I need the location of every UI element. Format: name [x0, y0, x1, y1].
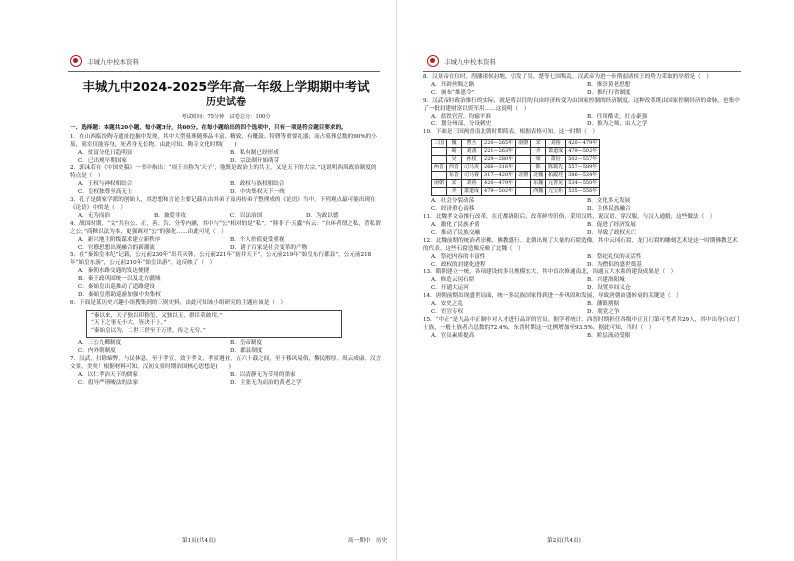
question-stem: 6．下面是某历史兴趣小组搜集到的三则史料，由此可知该小组研究的主题应该是（ ） — [70, 299, 287, 306]
table-cell: 拓跋珪 — [546, 172, 566, 180]
answer-options — [70, 268, 382, 300]
table-cell: 东晋 — [447, 172, 462, 180]
table-cell — [516, 148, 531, 156]
question-stem: 15．“中正”是九品中正制中对人才进行品评的官员。据学者统计，西晋时期担任各级中正且门第可考者共29人，其中出身白衣门士族，一般士族者占总数的72.4%，东晋时期这一比例增加至93.5%。据此可知，当时（ ） — [423, 316, 740, 331]
page-number: 第2页(共4页) — [547, 538, 581, 544]
question-stem: 10．下面是三国两晋南北朝时期简表，根据表格可知，这一时期（ ） — [423, 129, 598, 136]
table-row — [432, 148, 600, 156]
question-item — [70, 165, 382, 197]
answer-options — [70, 213, 382, 221]
page-2-content — [423, 74, 743, 341]
answer-option: C．官僚思想出现融合的新潮流 — [78, 244, 155, 251]
answer-option: D．主张无为而治的黄老之学 — [230, 379, 302, 386]
question-item — [423, 129, 743, 214]
table-cell: 220—265年 — [482, 140, 516, 148]
answer-option: D．诸子百家是社会变革的产物 — [230, 244, 308, 251]
quote-line: “秦始皇以为，二世三世至于万世，传之无穷。” — [91, 327, 206, 334]
page-header — [70, 54, 139, 68]
table-cell — [432, 156, 447, 164]
table-cell — [432, 172, 447, 180]
answer-option: C．已出现早期国家 — [78, 157, 128, 164]
page-tag: 高一期中 历史 — [348, 538, 388, 544]
answer-option: A．激化了民族矛盾 — [431, 221, 480, 228]
table-cell: 元宝炬 — [546, 188, 566, 196]
question-item — [423, 214, 743, 238]
answer-option: A．以仁孝治天下的儒家 — [78, 371, 138, 378]
table-cell: 魏 — [447, 140, 462, 148]
exam-page-2 — [397, 0, 794, 561]
table-cell: 三国 — [432, 140, 447, 148]
answer-option: C．宦官专权 — [431, 308, 464, 315]
answer-options — [423, 277, 743, 293]
table-cell: 北朝 — [516, 172, 531, 180]
question-item — [423, 317, 743, 341]
table-cell: 南朝 — [516, 140, 531, 148]
table-row — [432, 188, 600, 196]
answer-option: B．文化多元发展 — [587, 198, 631, 205]
answer-option: A．开辟丝绸之路 — [431, 81, 475, 88]
table-cell — [516, 164, 531, 172]
answer-option: B．政权与族权相结合 — [230, 181, 285, 188]
answer-option: B．促进了经济发展 — [587, 221, 636, 228]
table-cell: 535—556年 — [566, 188, 600, 196]
answer-options — [70, 237, 382, 253]
question-item — [70, 221, 382, 253]
table-cell: 宋 — [531, 140, 546, 148]
header-divider — [423, 71, 741, 72]
table-cell: 北魏 — [531, 172, 546, 180]
page-number: 第1页(共4页) — [182, 538, 216, 544]
table-cell: 萧道成 — [462, 188, 482, 196]
question-stem: 13．隋朝建立一统，各项建设较多且规模宏大，其中首次修通南北，沟通五大水系的建设成果是（ ） — [423, 269, 677, 276]
answer-option: B．推崇黄老思想 — [587, 81, 631, 88]
question-stem: 12．北魏前期的统治者崇佛，佛教盛行。北朝出现了大量的石窟造像。其中云冈石窟、龙门石窟的雕刻艺术是这一时期佛教艺术的代表。这些石窟造像反映了北魏（ ） — [423, 237, 738, 252]
answer-option: C．以法治国 — [230, 212, 263, 219]
table-cell: 梁 — [531, 156, 546, 164]
answer-option: D．为政以德 — [306, 212, 339, 219]
school-seal-icon — [70, 55, 82, 67]
answer-option: C．内外朝制度 — [78, 347, 116, 354]
question-stem: 1．在山西临汾陶寺遗址挖掘中发现，其中大型墓葬随葬品丰富、精致，有鼍鼓、特磬等重要礼器；而占墓葬总数的90%的小墓，墓室仅能容身，死者身无长物。由此可知，陶寺文化时期( ) — [70, 133, 377, 148]
table-cell: 479—502年 — [566, 148, 600, 156]
answer-option: D．中央集权天下一统 — [230, 189, 285, 196]
table-cell: 266—316年 — [482, 164, 516, 172]
table-cell: 陈霸先 — [546, 164, 566, 172]
table-row — [432, 180, 600, 188]
question-stem: 4．战国时期，“文”共有公、正、善、告、分等内涵，其中与“公”相对的是“私”，“韩非子·五蠹”有云：“自环者谓之私，背私谓之公。”商鞅以法为本，更强调对“公”的强化……由此可见（ ） — [70, 220, 381, 235]
table-cell: 齐 — [447, 188, 462, 196]
answer-option: A．秦朝水路交通的发达便捷 — [78, 268, 150, 275]
table-cell — [432, 188, 447, 196]
exam-meta: 考试时间：75分钟 试卷总分：100分 — [181, 114, 271, 120]
answer-option: D．推为之师，由人之学 — [587, 121, 648, 128]
answer-options — [423, 82, 743, 98]
table-row — [432, 164, 600, 172]
answer-option: B．祭祀礼仪的灵活性 — [587, 253, 642, 260]
table-cell: 司马炎 — [462, 164, 482, 172]
table-cell — [516, 180, 531, 188]
answer-option: D．宗法制开始萌芽 — [230, 157, 280, 164]
answer-option: C．政权的封建化进程 — [431, 261, 486, 268]
exam-title: 丰城九中2024-2025学年高一年级上学期期中考试 — [82, 79, 370, 94]
table-cell: 孙权 — [462, 156, 482, 164]
question-item — [423, 74, 743, 98]
question-stem: 11．北魏孝文帝推行改革，在迁都洛阳后，改革鲜卑旧俗，采用汉姓、说汉语、穿汉服，与汉人通婚，这些做法（ ） — [423, 214, 716, 221]
answer-option: B．兴建洛阳城 — [587, 277, 625, 284]
table-cell: 元善见 — [546, 180, 566, 188]
answer-option: A．官员素质提高 — [431, 332, 475, 339]
question-stem: 5．在“秦始皇本纪”记载，公元前230年“出兵灭韩，公元前221年“初并天下”，公元前219年“始皇东行郡县”，公元前218年“始皇东游”，公元前210年“始皇出游”，这反映了（ ） — [70, 252, 372, 267]
table-cell — [516, 188, 531, 196]
answer-options — [70, 372, 382, 388]
answer-option: B．藩镇割据 — [587, 301, 620, 308]
answer-options — [70, 181, 382, 197]
answer-option: D．为僧侣的盛世奠基 — [587, 261, 642, 268]
answer-option: A．无为而治 — [78, 212, 111, 219]
dynasty-table — [431, 139, 600, 196]
table-cell: 420—479年 — [566, 140, 600, 148]
table-cell: 陈 — [531, 164, 546, 172]
question-item — [423, 269, 743, 293]
table-cell: 吴 — [447, 156, 462, 164]
answer-option: C．开通大运河 — [431, 285, 469, 292]
answer-options — [423, 333, 743, 341]
answer-options — [423, 114, 743, 130]
answer-option: D．郡县制度 — [230, 347, 263, 354]
page-1-content — [70, 78, 382, 387]
question-stem: 8．汉景帝在位时，削藩诸侯封地，引发了吴、楚等七国叛乱。汉武帝为进一步削弱诸侯王的势力采取的举措是（ ） — [423, 74, 712, 80]
question-stem: 2．郭沫若在《中国史稿》一书中指出：“周王自称为‘天子’，他既是政治上的共主，又是天下的大宗。”这说明西周政治制度的特点是（ ） — [70, 165, 377, 180]
answer-option: A．祭祀内容的丰富性 — [431, 253, 486, 260]
answer-option: C．划分州部，分设刺史 — [431, 121, 492, 128]
school-material-label: 丰城九中校本资料 — [444, 57, 496, 66]
answer-option: C．秦始皇出巡推动了道路建设 — [78, 284, 155, 291]
answer-option: D．推行行省制度 — [587, 89, 631, 96]
table-row — [432, 140, 600, 148]
table-cell: 两晋 — [432, 164, 447, 172]
table-cell: 刘裕 — [546, 140, 566, 148]
table-cell: 宋 — [447, 180, 462, 188]
school-seal-icon — [427, 55, 439, 67]
quote-line: “天下之事无小大，皆决于上。” — [91, 320, 167, 327]
question-list — [423, 74, 743, 341]
question-item — [423, 293, 743, 317]
table-cell: 刘裕 — [462, 180, 482, 188]
answer-option: C．推动了民族交融 — [431, 229, 481, 236]
exam-subtitle: 历史试卷 — [206, 97, 246, 108]
answer-options — [423, 301, 743, 317]
answer-option: B．个人价值更受重视 — [230, 236, 285, 243]
answer-option: D．主体民族融合 — [587, 206, 631, 213]
header-divider — [68, 71, 380, 72]
question-item — [70, 252, 382, 299]
table-cell — [516, 156, 531, 164]
table-cell: 司马睿 — [462, 172, 482, 180]
answer-option: A．修造云冈石窟 — [431, 277, 475, 284]
answer-option: A．社会分裂动荡 — [431, 198, 475, 205]
answer-option: A．贫富分化日趋明显 — [78, 149, 133, 156]
question-list — [70, 134, 382, 388]
answer-options — [423, 254, 743, 270]
answer-option: B．阶层流动受限 — [587, 332, 631, 339]
table-cell: 502—557年 — [566, 156, 600, 164]
table-cell: 534—550年 — [566, 180, 600, 188]
table-cell: 刘备 — [462, 148, 482, 156]
quote-box — [86, 310, 342, 338]
table-cell: 229—280年 — [482, 156, 516, 164]
answer-option: C．颁布“推恩令” — [431, 89, 475, 96]
answer-option: A．盐铁官营，均输平准 — [431, 113, 491, 120]
question-stem: 9．汉武帝时政治推行的实际，就是将以往的自由经济转变为由国家控制的经济制度。这种改革既由国家控制经济的命脉，也集中了一批封建财富以资军用……这说明（ ） — [423, 97, 740, 112]
question-item — [423, 98, 743, 130]
table-cell: 齐 — [531, 148, 546, 156]
answer-option: B．皇帝制度 — [230, 339, 263, 346]
table-cell: 221—263年 — [482, 148, 516, 156]
answer-option: D．朋党之争 — [587, 308, 620, 315]
answer-option: B．兼爱非攻 — [154, 212, 187, 219]
table-cell: 西晋 — [447, 164, 462, 172]
answer-options — [70, 340, 382, 356]
answer-option: C．倡导严刑峻法的法家 — [78, 379, 139, 386]
question-stem: 14．唐朝前期出现盛世局面，统一多民族国家得到进一步巩固和发展，导致唐朝由盛转衰的关键是（ ） — [423, 293, 682, 300]
table-cell: 萧道成 — [546, 148, 566, 156]
answer-option: D．秦始皇借助巡游加强中央集权 — [78, 291, 161, 298]
table-cell: 479—502年 — [482, 188, 516, 196]
question-item — [70, 300, 382, 356]
table-cell: 317—420年 — [482, 172, 516, 180]
table-cell: 萧衍 — [546, 156, 566, 164]
page-header — [427, 54, 496, 68]
answer-option: B．任用酷吏，打击豪强 — [587, 113, 648, 120]
table-cell: 东魏 — [531, 180, 546, 188]
answer-options — [423, 198, 743, 214]
table-cell: 蜀 — [447, 148, 462, 156]
table-cell: 420—479年 — [482, 180, 516, 188]
answer-option: B．私有制已经形成 — [230, 149, 279, 156]
question-item — [70, 134, 382, 166]
answer-options — [70, 150, 382, 166]
answer-option: A．新兴地主阶级谋求建立新秩序 — [78, 236, 161, 243]
question-item — [423, 238, 743, 270]
table-cell: 386—534年 — [566, 172, 600, 180]
answer-option: D．导致了政权灭亡 — [587, 229, 637, 236]
table-row — [432, 156, 600, 164]
answer-option: A．王权与神权相结合 — [78, 181, 133, 188]
table-cell: 西魏 — [531, 188, 546, 196]
question-stem: 7．汉武，扫除痼弊，与民休息。至于孝宣，效于孝文，孝景遵业，五六十载之间，至于移风易俗，黎民醇厚。周云成康，汉言文景，美矣！根据材料可知，汉初文景时期治国核心思想是( ) — [70, 355, 382, 370]
table-cell: 南朝 — [432, 180, 447, 188]
answer-option: C．经济重心南移 — [431, 206, 475, 213]
answer-option: A．三公九卿制度 — [78, 339, 122, 346]
answer-option: C．皇权独尊至高无上 — [78, 189, 133, 196]
school-material-label: 丰城九中校本资料 — [87, 57, 139, 66]
table-cell: 曹丕 — [462, 140, 482, 148]
table-cell — [432, 148, 447, 156]
answer-option: B．以清静无为节用的墨家 — [230, 371, 296, 378]
table-row — [432, 172, 600, 180]
question-item — [70, 197, 382, 221]
answer-option: B．秦王政巩固统一以及北方疆域 — [78, 276, 161, 283]
quote-line: “秦以来，天子独以印称玺，又独以玉，群臣莫敢用。” — [91, 312, 223, 319]
answer-option: A．安史之乱 — [431, 301, 464, 308]
answer-option: D．设置乡间义仓 — [587, 285, 631, 292]
question-item — [70, 356, 382, 388]
answer-options — [423, 222, 743, 238]
question-stem: 3．孔子是儒家学派的创始人，其思想和言论主要记载在由其弟子及再传弟子整理成的《论语》当中。下列观点最可能出现在《论语》中的是（ ） — [70, 197, 376, 211]
section-title: 一、选择题：本题共20小题，每小题3分，共60分。在每小题给出的四个选项中，只有一项是符合题目要求的。 — [70, 124, 347, 131]
table-cell: 557—589年 — [566, 164, 600, 172]
